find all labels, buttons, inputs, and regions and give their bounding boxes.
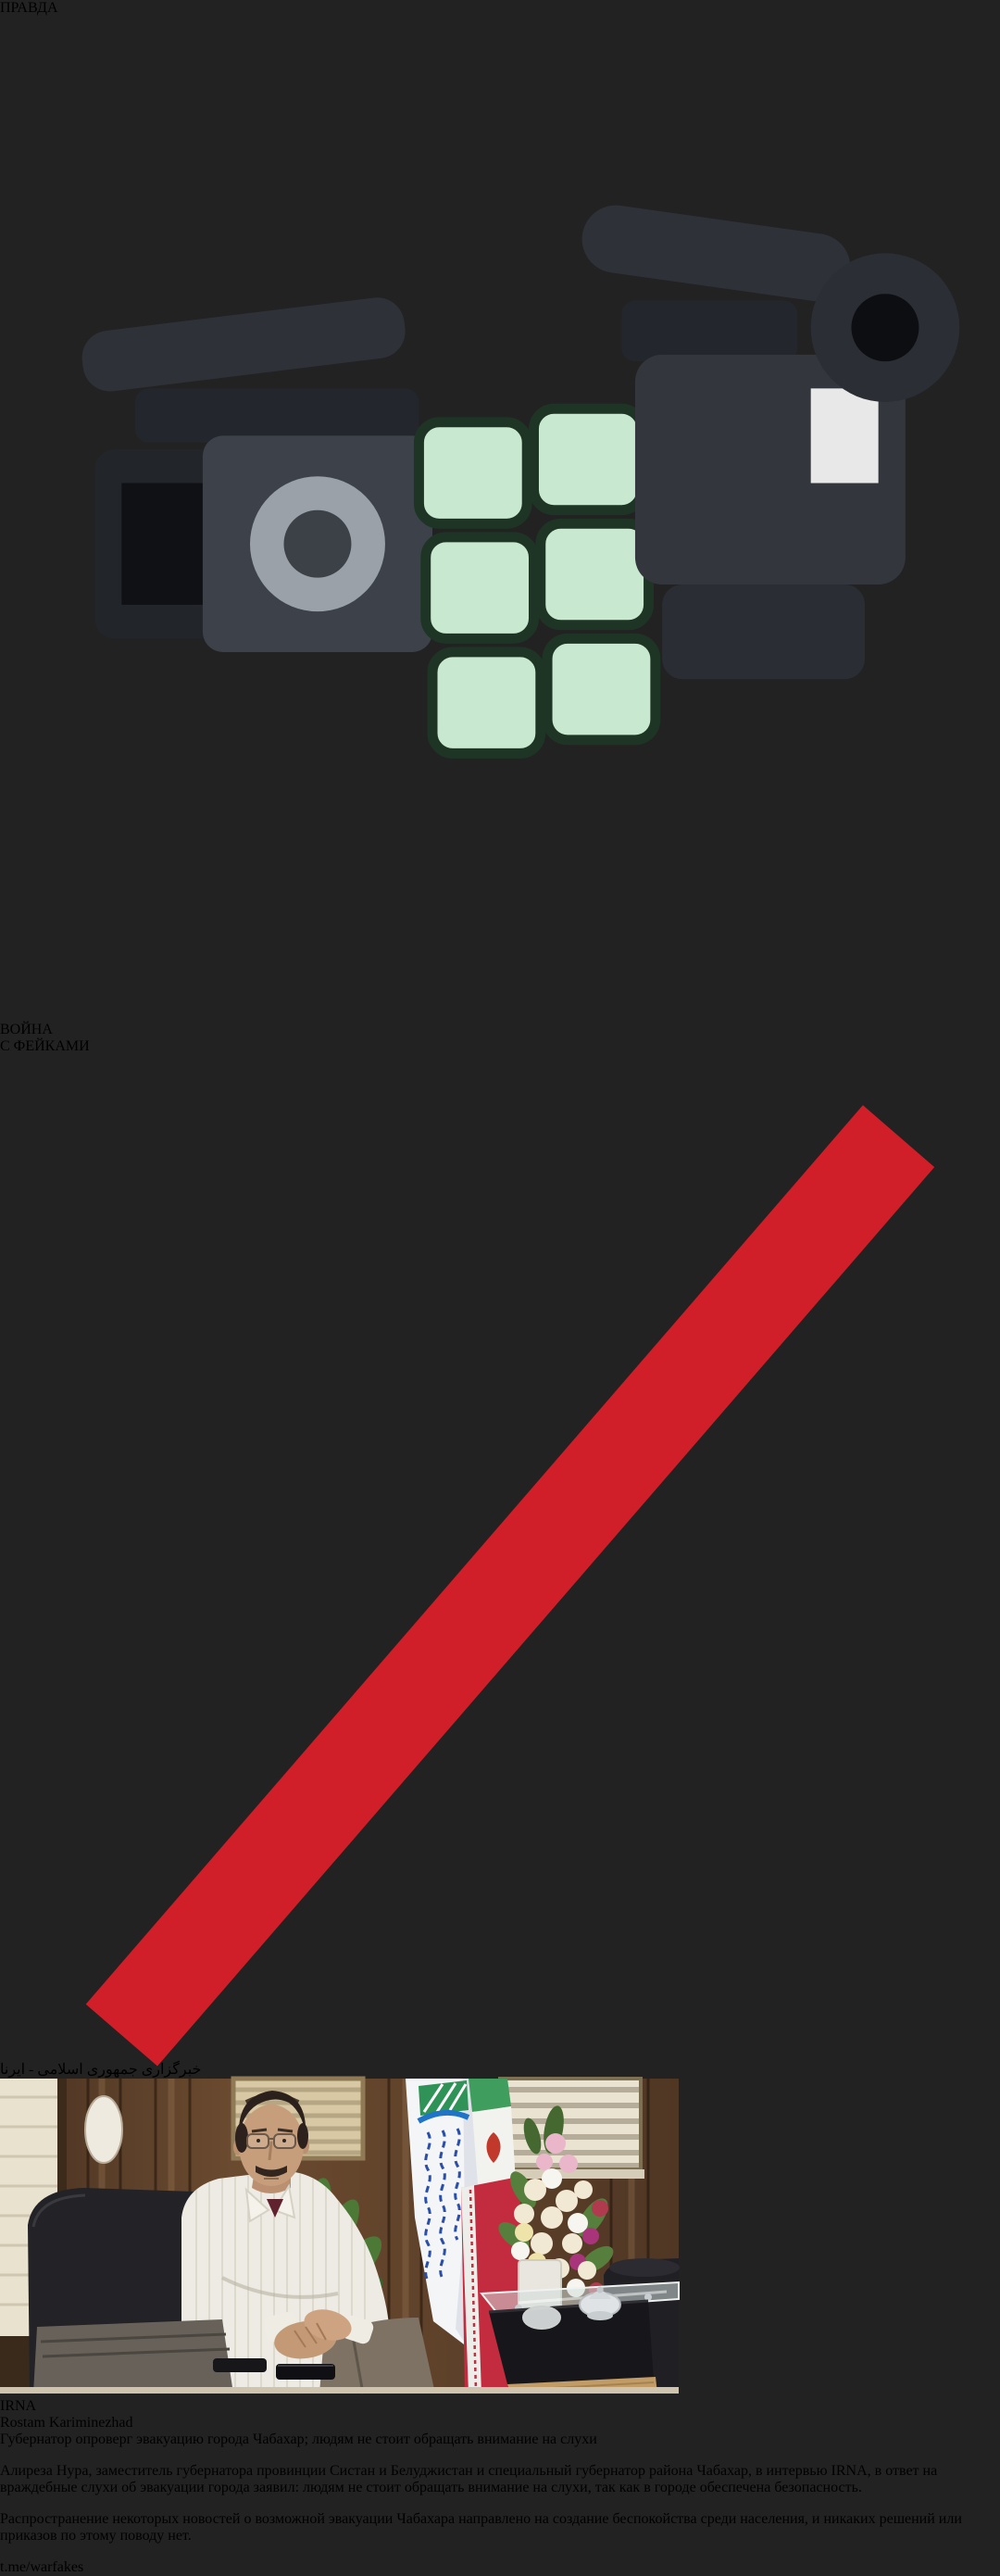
channel-link[interactable]: t.me/warfakes [0, 2559, 84, 2575]
photographer-credit: Rostam Kariminezhad [0, 2415, 133, 2431]
red-slash-icon [0, 1055, 1000, 2055]
source-header: خبرگزاری جمهوری اسلامی - ایرنا [0, 2062, 202, 2078]
bullet-paragraph [0, 2511, 1000, 2545]
bullet-paragraph [0, 2463, 1000, 2496]
irna-watermark [0, 2398, 1000, 2415]
photo-illustration [0, 2079, 679, 2394]
news-photo [0, 2079, 1000, 2431]
crossed-cameras-icon [0, 17, 1000, 1017]
badge-title: ВОЙНА [0, 1022, 53, 1037]
paragraph-text: Распространение некоторых новостей о возможной эвакуации Чабахара направлено на создание беспокойства среди населения, и никаких решений или приказов по этому поводу нет. [0, 2511, 962, 2544]
truth-banner-label: ПРАВДА [0, 0, 58, 16]
warfakes-badge [0, 17, 1000, 2060]
paragraph-text: Алиреза Нура, заместитель губернатора провинции Систан и Белуджистан и специальный губернатор района Чабахар, в интервью IRNA, в ответ на враждебные слухи об эвакуации города заявил: людям не стоит обращать внимание на слухи, так как в городе обеспечена безопасность. [0, 2463, 938, 2495]
truth-banner [0, 0, 1000, 17]
irna-logo-text: IRNA [0, 2398, 37, 2414]
badge-subtitle: С ФЕЙКАМИ [0, 1038, 90, 1054]
badge-band [0, 1038, 1000, 1055]
news-card [0, 2060, 1000, 2545]
headline: Губернатор опроверг эвакуацию города Чабахар; людям не стоит обращать внимание на слухи [0, 2431, 597, 2447]
